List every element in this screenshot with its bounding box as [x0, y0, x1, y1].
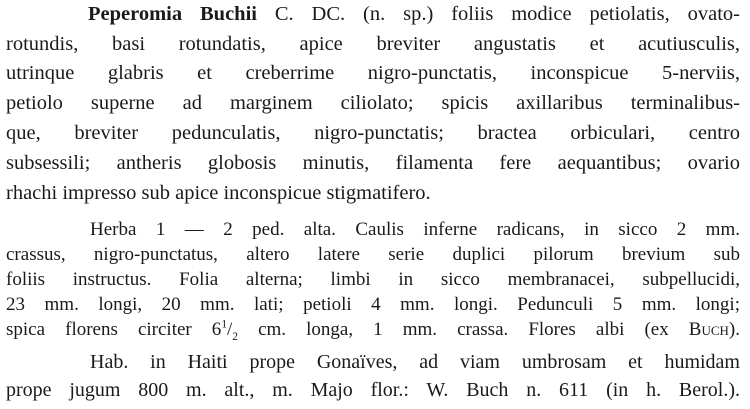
description-line-2: crassus, nigro-punctatus, altero latere serie duplici pilorum brevium sub — [6, 244, 740, 265]
fraction-numerator: 1 — [221, 318, 228, 331]
description-line-5 — [6, 318, 740, 343]
habitat-line-2: prope jugum 800 m. alt., m. Majo flor.: W. Buch n. 611 (in h. Berol.). — [6, 379, 740, 401]
diagnosis-line-3: utrinque glabris et creberrime nigro-punctatis, inconspicue 5-nerviis, — [6, 62, 740, 84]
species-name: Peperomia Buchii — [88, 3, 257, 25]
habitat-line-1: Hab. in Haiti prope Gonaïves, ad viam umbrosam et humidam — [90, 351, 740, 373]
diagnosis-line-6: subsessili; antheris globosis minutis, filamenta fere aequantibus; ovario — [6, 152, 740, 174]
fraction-one-half — [221, 318, 238, 343]
fraction-slash: / — [227, 319, 233, 340]
diagnosis-line-7: rhachi impresso sub apice inconspicue stigmatifero. — [6, 182, 431, 204]
diagnosis-line-1-text: C. DC. (n. sp.) foliis modice petiolatis, ovato- — [256, 3, 740, 25]
diagnosis-line-5: que, breviter pedunculatis, nigro-punctatis; bractea orbiculari, centro — [6, 122, 740, 144]
description-line-5-middle: cm. longa, 1 mm. crassa. Flores albi (ex — [238, 319, 689, 340]
description-line-5-end: ). — [728, 319, 740, 340]
description-line-5-start: spica florens circiter 6 — [6, 319, 222, 340]
fraction-denominator: 2 — [232, 330, 238, 343]
description-line-3: foliis instructus. Folia alterna; limbi in sicco membranacei, subpellucidi, — [6, 269, 740, 290]
collector-name: Buch — [688, 319, 729, 340]
diagnosis-line-1 — [88, 4, 740, 25]
diagnosis-line-2: rotundis, basi rotundatis, apice breviter angustatis et acutiusculis, — [6, 33, 740, 55]
diagnosis-line-4: petiolo superne ad marginem ciliolato; spicis axillaribus terminalibus- — [6, 92, 740, 114]
description-line-4: 23 mm. longi, 20 mm. lati; petioli 4 mm. longi. Pedunculi 5 mm. longi; — [6, 294, 740, 315]
description-line-1: Herba 1 — 2 ped. alta. Caulis inferne radicans, in sicco 2 mm. — [90, 219, 740, 240]
